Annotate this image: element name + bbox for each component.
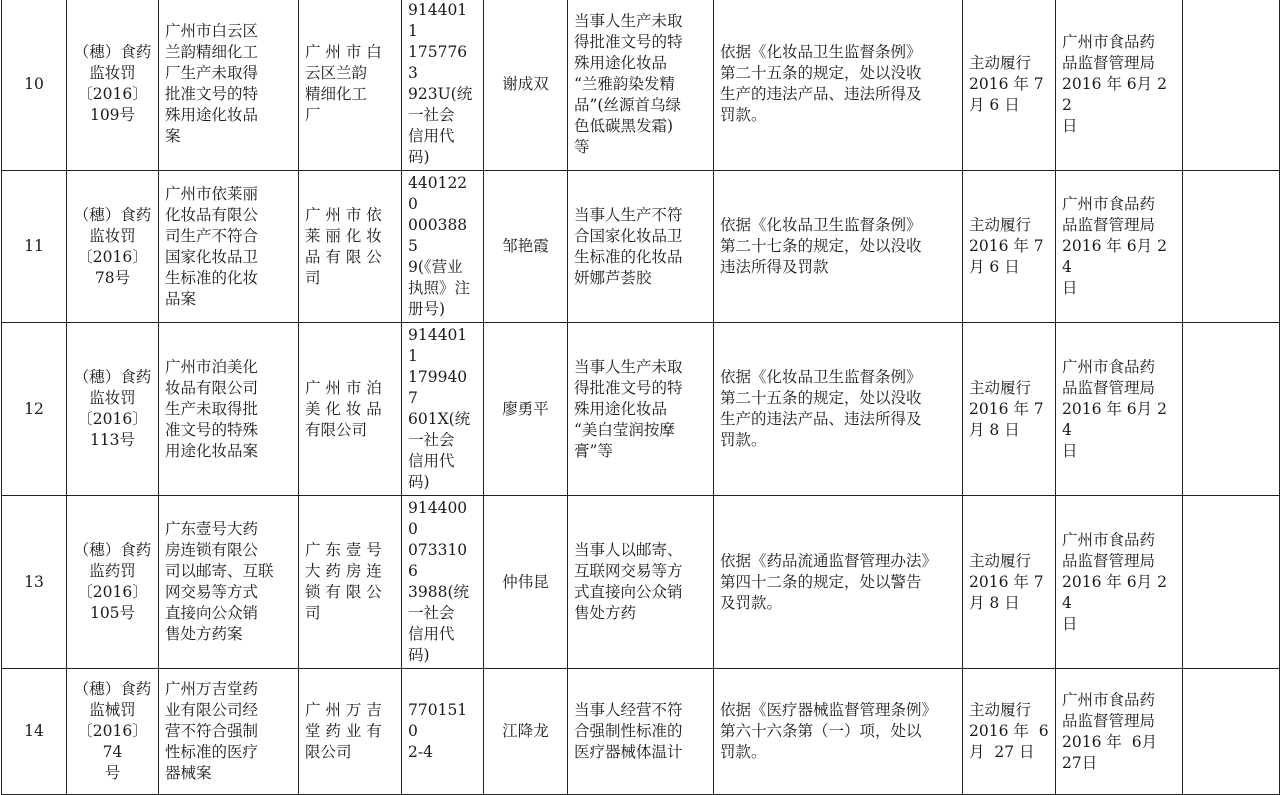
penalty-basis-cell [714, 669, 963, 795]
case-name-line: 批准文号的特 [165, 85, 259, 103]
authority-and-date-cell [1056, 323, 1183, 496]
execution-status-line: 月 8 日 [969, 593, 1020, 612]
violation-facts-line: 得批准文号的特 [574, 32, 683, 51]
execution-status-line: 主动履行 [969, 216, 1032, 234]
document-number-cell [67, 0, 159, 171]
violation-facts-line: 品”(丝源首乌绿 [574, 95, 681, 114]
penalty-basis-line: 及罚款。 [720, 593, 783, 612]
execution-status-line: 2016 年 7 [969, 399, 1044, 418]
execution-status-cell [963, 669, 1056, 795]
penalty-basis-cell [714, 0, 963, 171]
credit-code-line: 9144011 [408, 326, 468, 365]
party-name-cell [299, 669, 402, 795]
credit-code-line: 码) [408, 473, 430, 491]
violation-facts-line: 售处方药 [574, 604, 637, 622]
penalty-basis-line: 依据《化妆品卫生监督条例》 [720, 368, 922, 386]
authority-and-date-line: 2016 年 6月 [1062, 732, 1158, 751]
row-index-cell: 12 [2, 323, 67, 496]
party-name-cell [299, 323, 402, 496]
party-name-line: 美 化 妆 品 [305, 399, 382, 418]
penalty-basis-line: 依据《医疗器械监督管理条例》 [720, 701, 938, 719]
violation-facts-line: 当事人生产未取 [574, 11, 683, 30]
remark-cell [1183, 669, 1280, 795]
document-number-line: 监妆罚 [89, 226, 136, 245]
penalty-basis-line: 依据《药品流通监督管理办法》 [720, 551, 938, 570]
document-number-line: 号 [104, 764, 121, 782]
penalty-basis-line: 生产的违法产品、违法所得及 [720, 410, 922, 428]
legal-representative-cell: 邹艳霞 [484, 171, 568, 323]
case-name-cell [159, 669, 299, 795]
violation-facts-line: 等 [574, 137, 590, 156]
document-number-line: 109号 [89, 106, 136, 124]
violation-facts-line: 式直接向公众销 [574, 583, 683, 601]
remark-cell [1183, 171, 1280, 323]
penalty-basis-line: 生产的违法产品、违法所得及 [720, 85, 922, 103]
row-index-cell: 14 [2, 669, 67, 795]
party-name-line: 莱 丽 化 妆 [305, 226, 382, 245]
legal-representative-cell: 谢成双 [484, 0, 568, 171]
document-number-line: 〔2016〕 [77, 583, 148, 601]
credit-code-cell [402, 0, 484, 171]
party-name-cell [299, 496, 402, 669]
party-name-line: 司 [305, 268, 321, 287]
document-number-line: 〔2016〕 [77, 85, 148, 103]
credit-code-line: 信用代 [408, 625, 455, 643]
credit-code-line: 一社会 [408, 106, 455, 124]
table-row [2, 496, 1280, 669]
credit-code-line: 9(《营业 [408, 258, 463, 276]
case-name-line: 准文号的特殊 [165, 420, 259, 439]
case-name-line: 妆品有限公司 [165, 378, 259, 397]
case-name-line: 房连锁有限公 [165, 541, 259, 559]
authority-and-date-cell [1056, 0, 1183, 171]
remark-cell [1183, 323, 1280, 496]
penalty-table [1, 0, 1280, 795]
document-number-line: （穗）食药 [73, 368, 152, 386]
violation-facts-cell [568, 171, 714, 323]
authority-and-date-line: 广州市食品药 [1062, 530, 1156, 549]
execution-status-line: 主动履行 [969, 701, 1032, 719]
execution-status-line: 月 8 日 [969, 420, 1020, 439]
case-name-line: 广州市依莱丽 [165, 184, 259, 203]
legal-representative-cell: 廖勇平 [484, 323, 568, 496]
document-number-cell [67, 171, 159, 323]
party-name-line: 锁 有 限 公 [305, 583, 382, 601]
execution-status-line: 2016 年 7 [969, 572, 1044, 591]
party-name-cell [299, 171, 402, 323]
authority-and-date-line: 品监督管理局 [1062, 378, 1156, 397]
violation-facts-cell [568, 323, 714, 496]
authority-and-date-line: 27日 [1062, 753, 1098, 772]
case-name-line: 案 [165, 127, 181, 145]
case-name-line: 品案 [165, 289, 197, 308]
case-name-line: 用途化妆品案 [165, 441, 259, 460]
party-name-line: 广 东 壹 号 [305, 541, 382, 559]
document-number-line: 113号 [89, 431, 136, 449]
case-name-line: 器械案 [165, 764, 212, 782]
authority-and-date-line: 日 [1062, 614, 1078, 633]
authority-and-date-cell [1056, 496, 1183, 669]
penalty-basis-line: 第四十二条的规定，处以警告 [720, 572, 922, 591]
case-name-line: 生标准的化妆 [165, 268, 259, 287]
penalty-basis-cell [714, 171, 963, 323]
violation-facts-line: 当事人经营不符 [574, 701, 683, 719]
party-name-cell [299, 0, 402, 171]
credit-code-line: 执照》注 [408, 279, 471, 297]
party-name-line: 广 州 市 白 [305, 43, 382, 61]
party-name-line: 大 药 房 连 [305, 562, 382, 580]
violation-facts-line: 得批准文号的特 [574, 378, 683, 397]
credit-code-line: 一社会 [408, 431, 455, 449]
credit-code-line: 7701510 [408, 701, 468, 740]
case-name-line: 兰韵精细化工 [165, 43, 259, 61]
case-name-line: 司生产不符合 [165, 226, 259, 245]
document-number-line: （穗）食药 [73, 541, 152, 559]
execution-status-line: 2016 年 7 [969, 237, 1044, 255]
authority-and-date-cell [1056, 171, 1183, 323]
penalty-basis-line: 第六十六条第（一）项，处以 [720, 722, 922, 740]
party-name-line: 有限公司 [305, 420, 368, 439]
credit-code-line: 册号) [408, 300, 446, 318]
case-name-line: 广东壹号大药 [165, 520, 259, 538]
penalty-basis-line: 第二十七条的规定，处以没收 [720, 237, 922, 255]
case-name-line: 业有限公司经 [165, 701, 259, 719]
credit-code-line: 9144011 [408, 1, 468, 40]
violation-facts-line: 当事人以邮寄、 [574, 541, 683, 559]
party-name-line: 云区兰韵 [305, 64, 368, 82]
case-name-line: 广州市泊美化 [165, 357, 259, 376]
case-name-line: 广州市白云区 [165, 22, 259, 40]
credit-code-cell [402, 171, 484, 323]
execution-status-line: 2016 年 6 [969, 722, 1049, 740]
penalty-basis-line: 第二十五条的规定，处以没收 [720, 389, 922, 407]
execution-status-line: 主动履行 [969, 551, 1032, 570]
penalty-basis-line: 第二十五条的规定，处以没收 [720, 64, 922, 82]
case-name-line: 广州万吉堂药 [165, 680, 259, 698]
party-name-line: 广 州 市 泊 [305, 378, 382, 397]
execution-status-cell [963, 0, 1056, 171]
document-number-cell [67, 669, 159, 795]
party-name-line: 广 州 市 依 [305, 205, 382, 224]
case-name-cell [159, 171, 299, 323]
credit-code-line: 1799407 [408, 368, 468, 407]
credit-code-line: 信用代 [408, 127, 455, 145]
authority-and-date-line: 2016 年 6月 24 [1062, 572, 1167, 612]
case-name-line: 殊用途化妆品 [165, 106, 259, 124]
case-name-cell [159, 496, 299, 669]
table-row [2, 669, 1280, 795]
table-row [2, 0, 1280, 171]
document-number-line: 〔2016〕74 [77, 722, 148, 761]
credit-code-line: 一社会 [408, 604, 455, 622]
legal-representative-cell: 江降龙 [484, 669, 568, 795]
authority-and-date-line: 2016 年 6月 24 [1062, 237, 1167, 276]
violation-facts-cell [568, 496, 714, 669]
execution-status-line: 月 27 日 [969, 743, 1035, 761]
authority-and-date-line: 品监督管理局 [1062, 53, 1156, 72]
execution-status-cell [963, 323, 1056, 496]
row-index-cell: 13 [2, 496, 67, 669]
row-index-cell: 11 [2, 171, 67, 323]
case-name-line: 生产未取得批 [165, 399, 259, 418]
table-row [2, 171, 1280, 323]
violation-facts-line: 殊用途化妆品 [574, 399, 668, 418]
document-number-cell [67, 496, 159, 669]
case-name-line: 售处方药案 [165, 625, 243, 643]
credit-code-cell [402, 323, 484, 496]
execution-status-line: 月 6 日 [969, 258, 1020, 276]
violation-facts-line: 妍娜芦荟胶 [574, 268, 652, 287]
credit-code-line: 信用代 [408, 452, 455, 470]
credit-code-line: 1757763 [408, 43, 468, 82]
penalty-basis-cell [714, 323, 963, 496]
case-name-line: 司以邮寄、互联 [165, 562, 274, 580]
case-name-line: 营不符合强制 [165, 722, 259, 740]
party-name-line: 司 [305, 604, 321, 622]
authority-and-date-line: 日 [1062, 279, 1078, 297]
credit-code-cell [402, 669, 484, 795]
penalty-basis-line: 依据《化妆品卫生监督条例》 [720, 216, 922, 234]
authority-and-date-line: 2016 年 6月 22 [1062, 74, 1167, 114]
document-number-line: 监妆罚 [89, 389, 136, 407]
credit-code-line: 0003885 [408, 216, 468, 255]
penalty-basis-line: 违法所得及罚款 [720, 258, 829, 276]
case-name-line: 国家化妆品卫 [165, 247, 259, 266]
authority-and-date-cell [1056, 669, 1183, 795]
execution-status-cell [963, 496, 1056, 669]
execution-status-line: 主动履行 [969, 53, 1032, 72]
authority-and-date-line: 日 [1062, 441, 1078, 460]
case-name-cell [159, 323, 299, 496]
execution-status-line: 2016 年 7 [969, 74, 1044, 93]
penalty-basis-line: 罚款。 [720, 743, 767, 761]
violation-facts-line: 合国家化妆品卫 [574, 226, 683, 245]
violation-facts-cell [568, 669, 714, 795]
violation-facts-line: “兰雅韵染发精 [574, 74, 675, 93]
document-number-line: 〔2016〕 [77, 410, 148, 428]
penalty-basis-cell [714, 496, 963, 669]
violation-facts-line: 殊用途化妆品 [574, 53, 668, 72]
violation-facts-line: 合强制性标准的 [574, 722, 683, 740]
party-name-line: 堂 药 业 有 [305, 722, 382, 740]
party-name-line: 厂 [305, 106, 321, 124]
document-number-line: 监妆罚 [89, 64, 136, 82]
authority-and-date-line: 广州市食品药 [1062, 32, 1156, 51]
table-row [2, 323, 1280, 496]
document-number-line: 〔2016〕 [77, 247, 148, 266]
case-name-line: 性标准的医疗 [165, 743, 259, 761]
execution-status-line: 月 6 日 [969, 95, 1020, 114]
document-number-line: （穗）食药 [73, 205, 152, 224]
case-name-cell [159, 0, 299, 171]
authority-and-date-line: 2016 年 6月 24 [1062, 399, 1167, 439]
credit-code-cell [402, 496, 484, 669]
violation-facts-line: 当事人生产未取 [574, 357, 683, 376]
penalty-basis-line: 依据《化妆品卫生监督条例》 [720, 43, 922, 61]
execution-status-cell [963, 171, 1056, 323]
violation-facts-line: 生标准的化妆品 [574, 247, 683, 266]
credit-code-line: 0733106 [408, 541, 468, 580]
credit-code-line: 601X(统 [408, 410, 471, 428]
violation-facts-line: “美白莹润按摩 [574, 420, 675, 439]
credit-code-line: 3988(统 [408, 583, 469, 601]
authority-and-date-line: 广州市食品药 [1062, 690, 1156, 709]
party-name-line: 品 有 限 公 [305, 247, 382, 266]
authority-and-date-line: 广州市食品药 [1062, 357, 1156, 376]
credit-code-line: 2-4 [408, 743, 433, 761]
party-name-line: 限公司 [305, 743, 352, 761]
execution-status-line: 主动履行 [969, 378, 1032, 397]
row-index-cell: 10 [2, 0, 67, 171]
document-number-line: 78号 [94, 268, 131, 287]
case-name-line: 化妆品有限公 [165, 205, 259, 224]
case-name-line: 网交易等方式 [165, 583, 259, 601]
remark-cell [1183, 496, 1280, 669]
violation-facts-cell [568, 0, 714, 171]
document-number-line: 105号 [89, 604, 136, 622]
penalty-basis-line: 罚款。 [720, 106, 767, 124]
violation-facts-line: 医疗器械体温计 [574, 743, 683, 761]
authority-and-date-line: 广州市食品药 [1062, 195, 1156, 213]
penalty-basis-line: 罚款。 [720, 431, 767, 449]
party-name-line: 精细化工 [305, 85, 368, 103]
violation-facts-line: 当事人生产不符 [574, 205, 683, 224]
authority-and-date-line: 日 [1062, 116, 1078, 135]
case-name-line: 厂生产未取得 [165, 64, 259, 82]
legal-representative-cell: 仲伟昆 [484, 496, 568, 669]
document-number-line: （穗）食药 [73, 680, 152, 698]
credit-code-line: 9144000 [408, 499, 468, 538]
authority-and-date-line: 品监督管理局 [1062, 551, 1156, 570]
violation-facts-line: 互联网交易等方 [574, 562, 683, 580]
remark-cell [1183, 0, 1280, 171]
violation-facts-line: 膏”等 [574, 441, 613, 460]
party-name-line: 广 州 万 吉 [305, 701, 382, 719]
violation-facts-line: 色低碳黑发霜) [574, 116, 674, 135]
document-number-line: 监械罚 [89, 701, 136, 719]
document-number-cell [67, 323, 159, 496]
authority-and-date-line: 品监督管理局 [1062, 216, 1156, 234]
authority-and-date-line: 品监督管理局 [1062, 711, 1156, 730]
case-name-line: 直接向公众销 [165, 604, 259, 622]
credit-code-line: 4401220 [408, 174, 468, 213]
document-number-line: 监药罚 [89, 562, 136, 580]
credit-code-line: 码) [408, 646, 430, 664]
document-number-line: （穗）食药 [73, 43, 152, 61]
credit-code-line: 923U(统 [408, 85, 473, 103]
credit-code-line: 码) [408, 148, 430, 166]
